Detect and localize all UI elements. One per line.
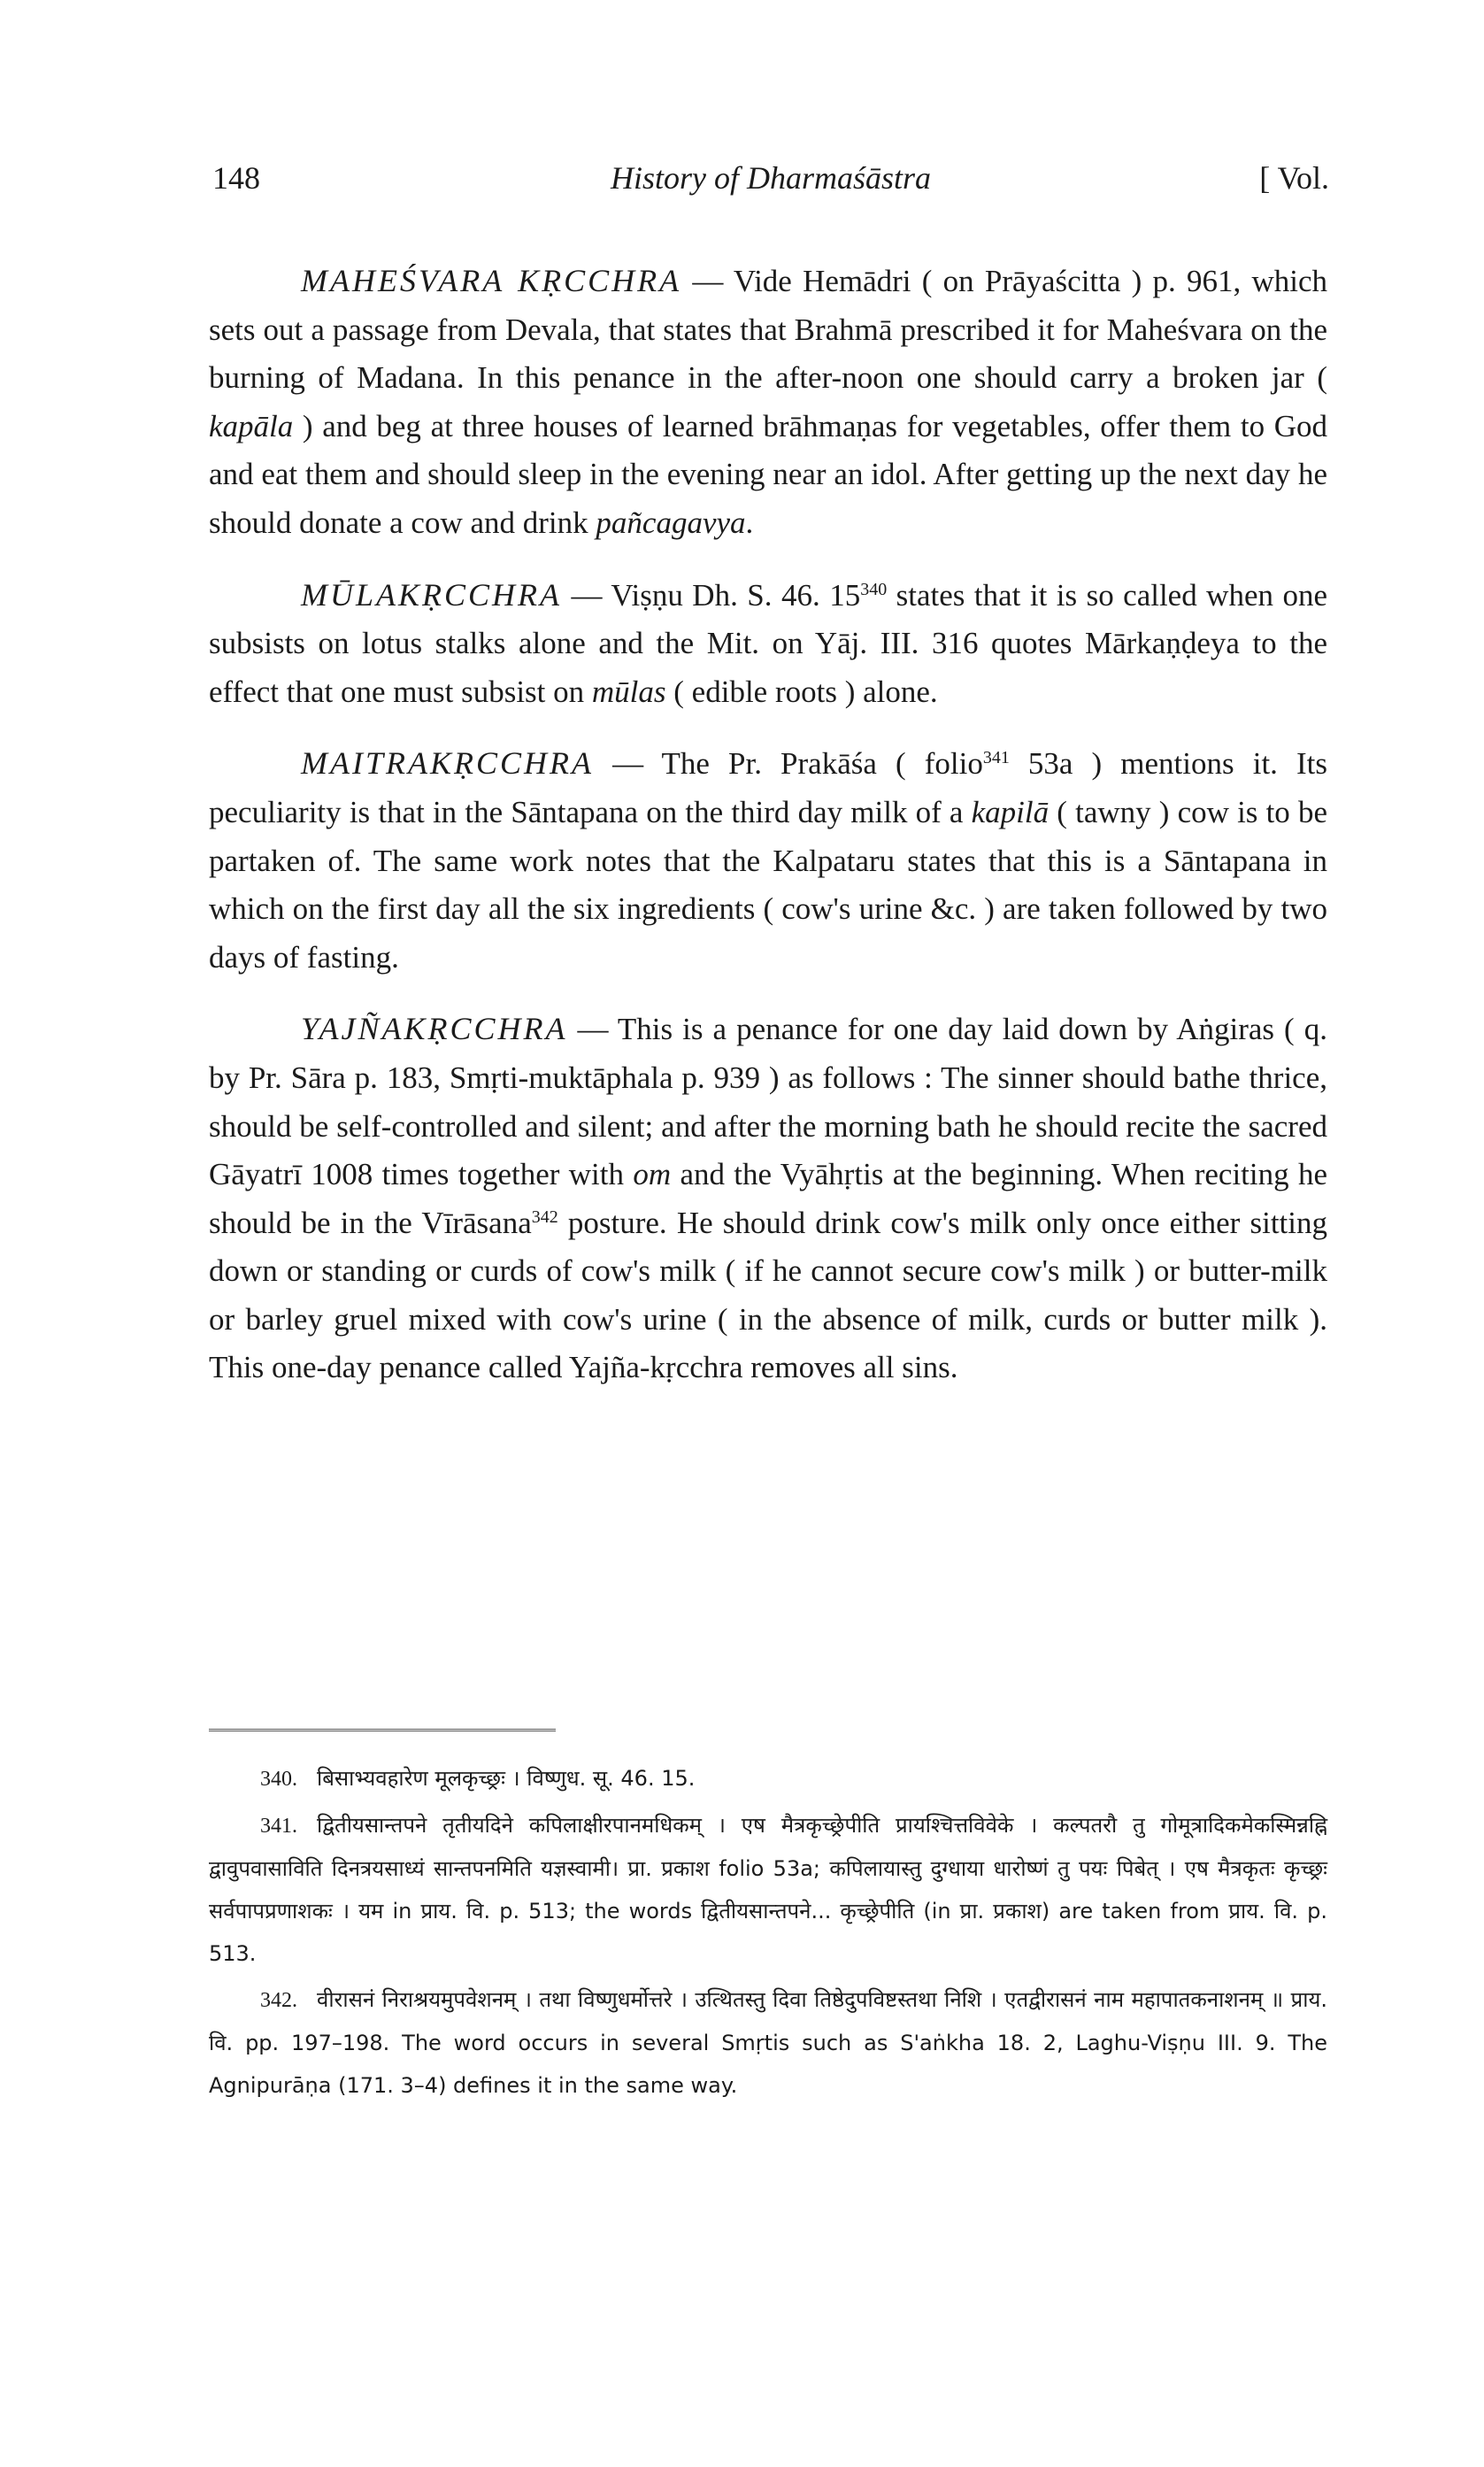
paragraph-text: ( edible roots ) alone.: [665, 674, 938, 709]
paragraph-text: — Vide Hemādri ( on Prāyaścitta ) p. 961, which sets out a passage from Devala, that states that Brahmā prescribed it for Maheśvara on the burning of Madana. In this penance in the after-noon one should carry a broken jar (: [209, 264, 1327, 396]
footnote-text: द्वितीयसान्तपने तृतीयदिने कपिलाक्षीरपानमधिकम् । एष मैत्रकृच्छ्रेपीति प्रायश्चित्तविवेके । कल्पतरौ तु गोमूत्रादिकमेकस्मिन्नह्नि द्वावुपवासाविति दिनत्रयसाध्यं सान्तपनमिति यज्ञस्वामी। प्रा. प्रकाश folio 53a; कपिलायास्तु दुग्धाया धारोष्णं तु पयः पिबेत् । एष मैत्रकृतः कृच्छ्रः सर्वपापप्रणाशकः । यम in प्राय. वि. p. 513; the words द्वितीयसान्तपने... कृच्छ्रेपीति (in प्रा. प्रकाश) are taken from प्राय. वि. p. 513.: [209, 1813, 1327, 1966]
footnote-divider: [209, 1729, 556, 1731]
footnote-number: 342.: [260, 1989, 297, 2012]
footnotes: [209, 1757, 1327, 2110]
page-header: [212, 159, 1329, 212]
italic-term: kapilā: [971, 794, 1050, 829]
italic-term: kapāla: [209, 408, 294, 443]
term-heading: MAITRAKṚCCHRA: [301, 745, 594, 782]
footnote-342: [209, 1978, 1327, 2107]
footnote-text: बिसाभ्यवहारेण मूलकृच्छ्रः । विष्णुध. सू. 46. 15.: [317, 1766, 696, 1791]
paragraph-yajnakrcchra: [209, 1005, 1327, 1392]
term-heading: MAHEŚVARA KṚCCHRA: [301, 263, 682, 298]
paragraph-text: ( tawny ) cow is to be partaken of. The same work notes that the Kalpataru states that this is a Sāntapana in which on the first day all the six ingredients ( cow's urine &c. ) are taken followed by two days of fasting.: [209, 794, 1328, 975]
paragraph-text: — The Pr. Prakāśa ( folio: [593, 746, 983, 782]
running-title: History of Dharmaśāstra: [610, 160, 932, 196]
italic-term: om: [633, 1157, 672, 1192]
paragraph-mulakrcchra: [209, 571, 1327, 717]
italic-term: pañcagavya: [596, 505, 746, 540]
volume-label: [ Vol.: [1259, 160, 1329, 196]
term-heading: YAJÑAKṚCCHRA: [301, 1011, 568, 1047]
paragraph-text: and the Vyāhṛtis at the beginning. When reciting he should be in the Vīrāsana: [209, 1157, 1327, 1240]
footnote-text: वीरासनं निराश्रयमुपवेशनम् । तथा विष्णुधर्मोत्तरे । उत्थितस्तु दिवा तिष्ठेदुपविष्टस्तथा निशि । एतद्वीरासनं नाम महापातकनाशनम् ॥ प्राय. वि. pp. 197–198. The word occurs in several Smṛtis such as S'aṅkha 18. 2, Laghu-Viṣṇu III. 9. The Agnipurāṇa (171. 3–4) defines it in the same way.: [209, 1987, 1327, 2098]
paragraph-text: states that it is so called when one subsists on lotus stalks alone and the Mit. on Yāj. III. 316 quotes Mārkaṇḍeya to the effect that one must subsist on: [209, 577, 1327, 709]
paragraph-maitrakrcchra: [209, 739, 1327, 982]
paragraph-text: ) and beg at three houses of learned brāhmaṇas for vegetables, offer them to God and eat them and should sleep in the evening near an idol. After getting up the next day he should donate a cow and drink: [209, 408, 1327, 540]
footnote-341: [209, 1804, 1327, 1975]
term-heading: MŪLAKṚCCHRA: [301, 576, 563, 613]
footnote-number: 340.: [260, 1768, 297, 1791]
paragraph-text: — Viṣṇu Dh. S. 46. 15: [562, 577, 861, 613]
footnote-number: 341.: [260, 1815, 297, 1838]
footnote-ref-341[interactable]: 341: [982, 748, 1010, 768]
italic-term: mūlas: [591, 674, 666, 709]
paragraph-text: — This is a penance for one day laid down by Aṅgiras ( q. by Pr. Sāra p. 183, Smṛti-muktāphala p. 939 ) as follows : The sinner should bathe thrice, should be self-controlled and silent; and after the morning bath he should recite the sacred Gāyatrī 1008 times together with: [209, 1012, 1327, 1192]
paragraph-text: 53a ) mentions it. Its peculiarity is that in the Sāntapana on the third day milk of a: [209, 746, 1327, 829]
page-number: 148: [212, 160, 260, 196]
paragraph-text: posture. He should drink cow's milk only once either sitting down or standing or curds of cow's milk ( if he cannot secure cow's milk ) or butter-milk or barley gruel mixed with cow's urine ( in the absence of milk, curds or butter milk ). This one-day penance called Yajña-kṛcchra removes all sins.: [209, 1205, 1327, 1385]
paragraph-text: .: [745, 505, 754, 540]
footnote-ref-340[interactable]: 340: [860, 579, 888, 599]
paragraph-mahesvara-krcchra: [209, 257, 1327, 548]
footnote-ref-342[interactable]: 342: [531, 1207, 558, 1227]
body-text: [209, 257, 1327, 1415]
footnote-340: [209, 1757, 1327, 1800]
